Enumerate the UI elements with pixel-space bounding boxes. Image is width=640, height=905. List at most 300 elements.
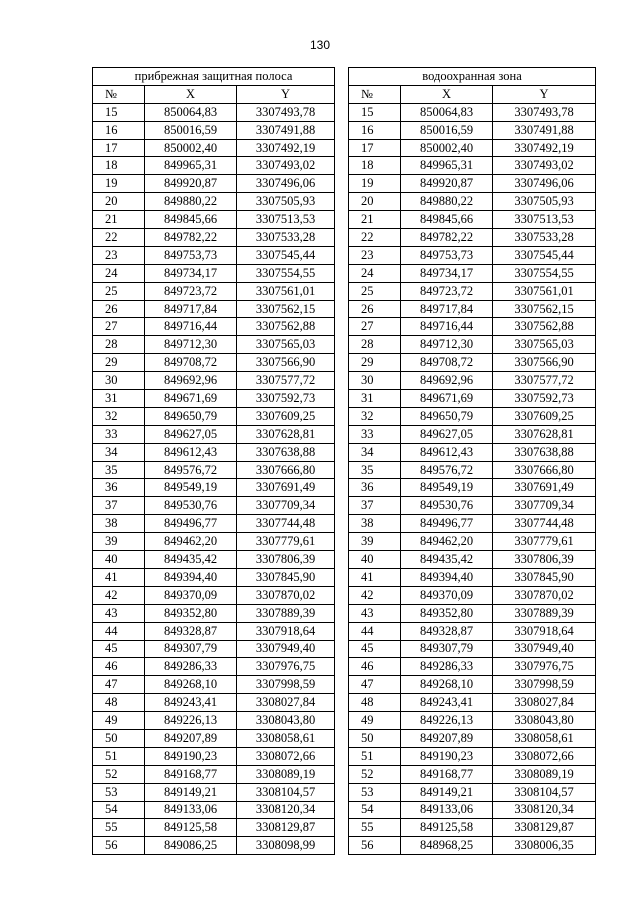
right-x-value: 849133,06 [401, 801, 493, 819]
table-row [93, 211, 596, 229]
table-row [93, 747, 596, 765]
left-point-number: 19 [93, 175, 145, 193]
left-point-number: 45 [93, 640, 145, 658]
left-y-value: 3307491,88 [237, 121, 335, 139]
left-x-value: 849920,87 [145, 175, 237, 193]
left-x-value: 849168,77 [145, 765, 237, 783]
right-y-value: 3307533,28 [493, 229, 596, 247]
left-x-value: 849692,96 [145, 372, 237, 390]
left-x-value: 849723,72 [145, 282, 237, 300]
left-x-value: 849370,09 [145, 586, 237, 604]
right-header-number: № [349, 85, 401, 103]
right-point-number: 25 [349, 282, 401, 300]
right-x-value: 849352,80 [401, 604, 493, 622]
left-point-number: 50 [93, 729, 145, 747]
right-x-value: 849692,96 [401, 372, 493, 390]
table-row [93, 246, 596, 264]
right-point-number: 40 [349, 551, 401, 569]
right-x-value: 849268,10 [401, 676, 493, 694]
left-x-value: 849286,33 [145, 658, 237, 676]
table-row [93, 175, 596, 193]
right-y-value: 3307513,53 [493, 211, 596, 229]
right-y-value: 3307691,49 [493, 479, 596, 497]
right-point-number: 24 [349, 264, 401, 282]
table-gap [335, 765, 349, 783]
table-row [93, 533, 596, 551]
right-point-number: 35 [349, 461, 401, 479]
table-row [93, 157, 596, 175]
left-y-value: 3307566,90 [237, 354, 335, 372]
right-x-value: 849627,05 [401, 425, 493, 443]
right-header-x: X [401, 85, 493, 103]
coordinates-table [92, 67, 596, 855]
right-x-value: 849880,22 [401, 193, 493, 211]
right-x-value: 849149,21 [401, 783, 493, 801]
table-gap [335, 139, 349, 157]
right-y-value: 3308058,61 [493, 729, 596, 747]
table-gap [335, 497, 349, 515]
left-section-title: прибрежная защитная полоса [93, 68, 335, 86]
right-x-value: 849965,31 [401, 157, 493, 175]
right-point-number: 36 [349, 479, 401, 497]
table-gap [335, 193, 349, 211]
left-x-value: 849845,66 [145, 211, 237, 229]
left-point-number: 30 [93, 372, 145, 390]
left-x-value: 849627,05 [145, 425, 237, 443]
left-y-value: 3308058,61 [237, 729, 335, 747]
left-x-value: 849530,76 [145, 497, 237, 515]
table-gap [335, 479, 349, 497]
left-y-value: 3307561,01 [237, 282, 335, 300]
table-gap [335, 407, 349, 425]
left-header-y: Y [237, 85, 335, 103]
right-point-number: 32 [349, 407, 401, 425]
table-gap [335, 68, 349, 86]
right-point-number: 39 [349, 533, 401, 551]
table-row [93, 354, 596, 372]
left-x-value: 849435,42 [145, 551, 237, 569]
left-y-value: 3308089,19 [237, 765, 335, 783]
left-x-value: 849394,40 [145, 568, 237, 586]
table-gap [335, 246, 349, 264]
left-x-value: 850064,83 [145, 103, 237, 121]
table-gap [335, 121, 349, 139]
table-row [93, 121, 596, 139]
right-point-number: 28 [349, 336, 401, 354]
right-x-value: 849243,41 [401, 694, 493, 712]
table-row [93, 372, 596, 390]
right-x-value: 849723,72 [401, 282, 493, 300]
right-y-value: 3307554,55 [493, 264, 596, 282]
right-point-number: 46 [349, 658, 401, 676]
right-point-number: 47 [349, 676, 401, 694]
right-y-value: 3307493,78 [493, 103, 596, 121]
left-x-value: 849650,79 [145, 407, 237, 425]
right-x-value: 849394,40 [401, 568, 493, 586]
left-y-value: 3307554,55 [237, 264, 335, 282]
right-y-value: 3308120,34 [493, 801, 596, 819]
left-point-number: 52 [93, 765, 145, 783]
left-x-value: 849462,20 [145, 533, 237, 551]
right-point-number: 56 [349, 837, 401, 855]
left-y-value: 3307998,59 [237, 676, 335, 694]
left-x-value: 849717,84 [145, 300, 237, 318]
right-y-value: 3307609,25 [493, 407, 596, 425]
table-row [93, 407, 596, 425]
table-row [93, 336, 596, 354]
right-x-value: 849716,44 [401, 318, 493, 336]
left-x-value: 849307,79 [145, 640, 237, 658]
left-x-value: 849671,69 [145, 390, 237, 408]
right-point-number: 34 [349, 443, 401, 461]
right-y-value: 3307744,48 [493, 515, 596, 533]
left-point-number: 22 [93, 229, 145, 247]
right-y-value: 3307889,39 [493, 604, 596, 622]
right-y-value: 3308104,57 [493, 783, 596, 801]
left-x-value: 849753,73 [145, 246, 237, 264]
left-y-value: 3307505,93 [237, 193, 335, 211]
left-x-value: 849708,72 [145, 354, 237, 372]
right-y-value: 3307562,88 [493, 318, 596, 336]
right-point-number: 19 [349, 175, 401, 193]
left-point-number: 49 [93, 712, 145, 730]
left-y-value: 3308129,87 [237, 819, 335, 837]
right-point-number: 20 [349, 193, 401, 211]
right-y-value: 3307976,75 [493, 658, 596, 676]
right-point-number: 15 [349, 103, 401, 121]
right-y-value: 3307577,72 [493, 372, 596, 390]
left-point-number: 43 [93, 604, 145, 622]
table-gap [335, 694, 349, 712]
left-y-value: 3308072,66 [237, 747, 335, 765]
left-point-number: 41 [93, 568, 145, 586]
right-x-value: 849734,17 [401, 264, 493, 282]
right-point-number: 51 [349, 747, 401, 765]
table-row [93, 640, 596, 658]
left-x-value: 849496,77 [145, 515, 237, 533]
table-row [93, 318, 596, 336]
right-x-value: 848968,25 [401, 837, 493, 855]
right-point-number: 42 [349, 586, 401, 604]
right-y-value: 3308072,66 [493, 747, 596, 765]
right-x-value: 850016,59 [401, 121, 493, 139]
right-y-value: 3307628,81 [493, 425, 596, 443]
right-y-value: 3307566,90 [493, 354, 596, 372]
left-point-number: 36 [93, 479, 145, 497]
left-point-number: 16 [93, 121, 145, 139]
right-point-number: 37 [349, 497, 401, 515]
right-y-value: 3307779,61 [493, 533, 596, 551]
left-y-value: 3307493,02 [237, 157, 335, 175]
table-gap [335, 747, 349, 765]
right-y-value: 3307592,73 [493, 390, 596, 408]
left-x-value: 849190,23 [145, 747, 237, 765]
right-y-value: 3307492,19 [493, 139, 596, 157]
right-y-value: 3307949,40 [493, 640, 596, 658]
table-row [93, 783, 596, 801]
right-point-number: 33 [349, 425, 401, 443]
left-point-number: 31 [93, 390, 145, 408]
left-x-value: 849880,22 [145, 193, 237, 211]
right-y-value: 3307998,59 [493, 676, 596, 694]
left-y-value: 3308043,80 [237, 712, 335, 730]
table-row [93, 229, 596, 247]
table-gap [335, 175, 349, 193]
right-y-value: 3308006,35 [493, 837, 596, 855]
right-y-value: 3307806,39 [493, 551, 596, 569]
table-row [93, 443, 596, 461]
right-x-value: 849190,23 [401, 747, 493, 765]
right-x-value: 849307,79 [401, 640, 493, 658]
table-gap [335, 586, 349, 604]
left-header-x: X [145, 85, 237, 103]
table-gap [335, 354, 349, 372]
left-point-number: 54 [93, 801, 145, 819]
table-row [93, 425, 596, 443]
right-x-value: 849650,79 [401, 407, 493, 425]
left-y-value: 3307638,88 [237, 443, 335, 461]
right-point-number: 50 [349, 729, 401, 747]
table-gap [335, 729, 349, 747]
right-x-value: 849671,69 [401, 390, 493, 408]
column-header-row [93, 85, 596, 103]
right-point-number: 27 [349, 318, 401, 336]
left-x-value: 849125,58 [145, 819, 237, 837]
table-gap [335, 533, 349, 551]
table-gap [335, 211, 349, 229]
table-row [93, 103, 596, 121]
right-y-value: 3307565,03 [493, 336, 596, 354]
right-y-value: 3307545,44 [493, 246, 596, 264]
table-gap [335, 658, 349, 676]
left-y-value: 3307870,02 [237, 586, 335, 604]
left-point-number: 28 [93, 336, 145, 354]
table-gap [335, 229, 349, 247]
left-y-value: 3308104,57 [237, 783, 335, 801]
left-point-number: 18 [93, 157, 145, 175]
left-y-value: 3307949,40 [237, 640, 335, 658]
table-gap [335, 712, 349, 730]
left-x-value: 849328,87 [145, 622, 237, 640]
table-row [93, 139, 596, 157]
right-section-title: водоохранная зона [349, 68, 596, 86]
right-y-value: 3307870,02 [493, 586, 596, 604]
left-point-number: 21 [93, 211, 145, 229]
table-gap [335, 551, 349, 569]
left-y-value: 3307744,48 [237, 515, 335, 533]
table-row [93, 390, 596, 408]
table-gap [335, 676, 349, 694]
table-gap [335, 318, 349, 336]
table-row [93, 515, 596, 533]
table-gap [335, 336, 349, 354]
right-y-value: 3308129,87 [493, 819, 596, 837]
left-point-number: 23 [93, 246, 145, 264]
right-point-number: 17 [349, 139, 401, 157]
table-row [93, 622, 596, 640]
right-y-value: 3308043,80 [493, 712, 596, 730]
left-point-number: 25 [93, 282, 145, 300]
left-y-value: 3307565,03 [237, 336, 335, 354]
left-y-value: 3308120,34 [237, 801, 335, 819]
table-row [93, 729, 596, 747]
right-x-value: 849496,77 [401, 515, 493, 533]
right-point-number: 43 [349, 604, 401, 622]
left-y-value: 3307533,28 [237, 229, 335, 247]
right-x-value: 849207,89 [401, 729, 493, 747]
left-x-value: 849268,10 [145, 676, 237, 694]
right-point-number: 54 [349, 801, 401, 819]
right-point-number: 38 [349, 515, 401, 533]
left-y-value: 3307562,88 [237, 318, 335, 336]
table-row [93, 676, 596, 694]
table-gap [335, 568, 349, 586]
left-point-number: 34 [93, 443, 145, 461]
table-gap [335, 372, 349, 390]
left-point-number: 48 [93, 694, 145, 712]
left-point-number: 29 [93, 354, 145, 372]
left-point-number: 20 [93, 193, 145, 211]
left-y-value: 3307592,73 [237, 390, 335, 408]
left-y-value: 3307845,90 [237, 568, 335, 586]
left-point-number: 40 [93, 551, 145, 569]
right-x-value: 849612,43 [401, 443, 493, 461]
table-gap [335, 425, 349, 443]
right-point-number: 16 [349, 121, 401, 139]
table-gap [335, 515, 349, 533]
left-y-value: 3307806,39 [237, 551, 335, 569]
right-x-value: 849435,42 [401, 551, 493, 569]
table-gap [335, 103, 349, 121]
left-y-value: 3307562,15 [237, 300, 335, 318]
right-point-number: 45 [349, 640, 401, 658]
left-point-number: 51 [93, 747, 145, 765]
right-x-value: 849226,13 [401, 712, 493, 730]
right-y-value: 3307496,06 [493, 175, 596, 193]
section-title-row [93, 68, 596, 86]
left-y-value: 3307976,75 [237, 658, 335, 676]
left-y-value: 3307513,53 [237, 211, 335, 229]
right-x-value: 849530,76 [401, 497, 493, 515]
right-y-value: 3307666,80 [493, 461, 596, 479]
table-gap [335, 622, 349, 640]
right-y-value: 3307562,15 [493, 300, 596, 318]
left-x-value: 850002,40 [145, 139, 237, 157]
right-x-value: 849370,09 [401, 586, 493, 604]
right-x-value: 849168,77 [401, 765, 493, 783]
right-point-number: 21 [349, 211, 401, 229]
left-x-value: 849612,43 [145, 443, 237, 461]
table-row [93, 837, 596, 855]
table-row [93, 497, 596, 515]
right-x-value: 849286,33 [401, 658, 493, 676]
right-y-value: 3307918,64 [493, 622, 596, 640]
right-point-number: 52 [349, 765, 401, 783]
left-point-number: 32 [93, 407, 145, 425]
left-point-number: 46 [93, 658, 145, 676]
left-x-value: 849782,22 [145, 229, 237, 247]
left-point-number: 39 [93, 533, 145, 551]
left-x-value: 849965,31 [145, 157, 237, 175]
right-point-number: 22 [349, 229, 401, 247]
table-row [93, 568, 596, 586]
left-point-number: 17 [93, 139, 145, 157]
left-x-value: 849133,06 [145, 801, 237, 819]
table-row [93, 264, 596, 282]
left-point-number: 42 [93, 586, 145, 604]
table-row [93, 586, 596, 604]
right-x-value: 849920,87 [401, 175, 493, 193]
left-y-value: 3307666,80 [237, 461, 335, 479]
left-x-value: 849549,19 [145, 479, 237, 497]
left-x-value: 849712,30 [145, 336, 237, 354]
table-row [93, 819, 596, 837]
right-y-value: 3307638,88 [493, 443, 596, 461]
right-x-value: 849712,30 [401, 336, 493, 354]
left-y-value: 3307918,64 [237, 622, 335, 640]
left-x-value: 849149,21 [145, 783, 237, 801]
left-y-value: 3307779,61 [237, 533, 335, 551]
left-point-number: 26 [93, 300, 145, 318]
table-gap [335, 461, 349, 479]
table-row [93, 658, 596, 676]
left-point-number: 37 [93, 497, 145, 515]
right-x-value: 849549,19 [401, 479, 493, 497]
table-gap [335, 443, 349, 461]
right-x-value: 849717,84 [401, 300, 493, 318]
table-gap [335, 640, 349, 658]
left-x-value: 849086,25 [145, 837, 237, 855]
right-y-value: 3307505,93 [493, 193, 596, 211]
right-header-y: Y [493, 85, 596, 103]
right-y-value: 3307493,02 [493, 157, 596, 175]
right-point-number: 18 [349, 157, 401, 175]
right-point-number: 48 [349, 694, 401, 712]
table-gap [335, 300, 349, 318]
table-gap [335, 837, 349, 855]
page-number: 130 [309, 38, 331, 52]
left-y-value: 3307709,34 [237, 497, 335, 515]
left-point-number: 35 [93, 461, 145, 479]
right-point-number: 26 [349, 300, 401, 318]
table-gap [335, 157, 349, 175]
left-y-value: 3307628,81 [237, 425, 335, 443]
right-point-number: 29 [349, 354, 401, 372]
right-y-value: 3307561,01 [493, 282, 596, 300]
right-y-value: 3307845,90 [493, 568, 596, 586]
right-x-value: 849753,73 [401, 246, 493, 264]
right-x-value: 849576,72 [401, 461, 493, 479]
table-gap [335, 783, 349, 801]
left-x-value: 849734,17 [145, 264, 237, 282]
table-row [93, 461, 596, 479]
left-y-value: 3307609,25 [237, 407, 335, 425]
table-gap [335, 264, 349, 282]
right-y-value: 3308089,19 [493, 765, 596, 783]
left-header-number: № [93, 85, 145, 103]
left-y-value: 3308098,99 [237, 837, 335, 855]
right-point-number: 55 [349, 819, 401, 837]
table-row [93, 193, 596, 211]
right-x-value: 850064,83 [401, 103, 493, 121]
table-gap [335, 390, 349, 408]
table-row [93, 551, 596, 569]
left-point-number: 53 [93, 783, 145, 801]
table-row [93, 694, 596, 712]
right-point-number: 44 [349, 622, 401, 640]
table-row [93, 479, 596, 497]
left-point-number: 15 [93, 103, 145, 121]
